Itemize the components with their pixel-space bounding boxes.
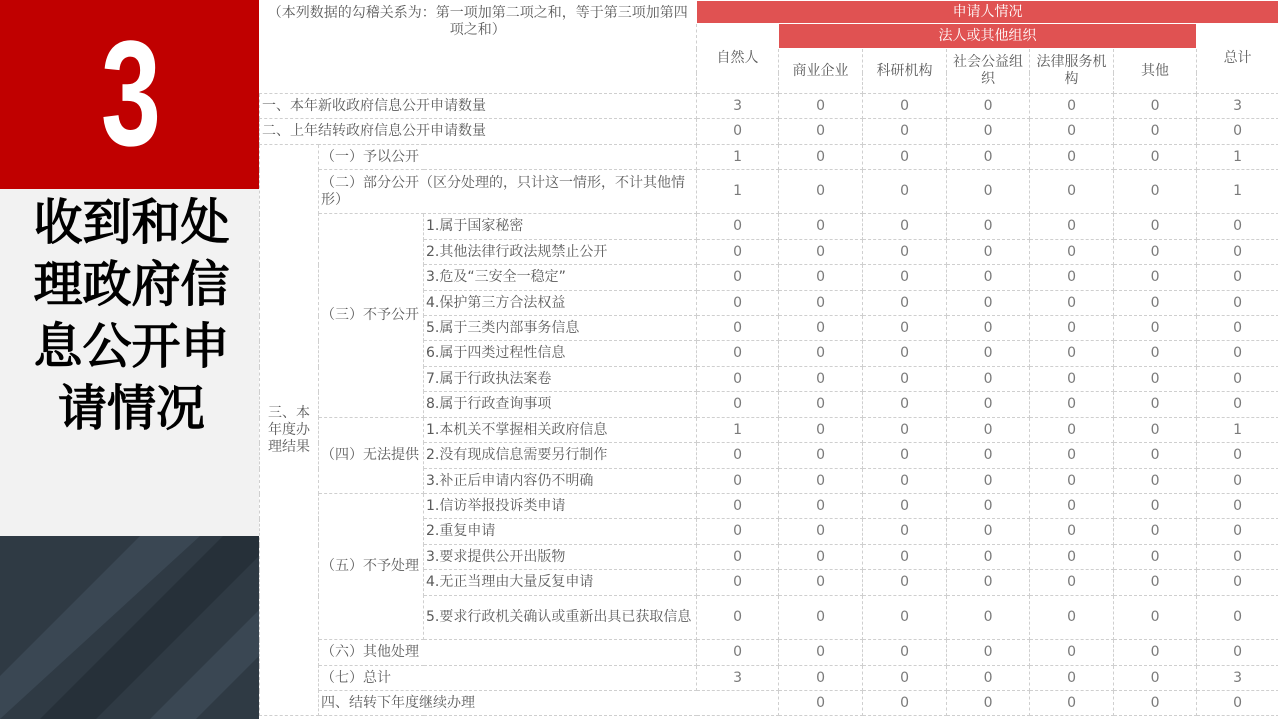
cell-value: 0	[1114, 341, 1197, 367]
cell-value: 0	[1030, 443, 1114, 469]
cell-value: 0	[1114, 392, 1197, 418]
table-row	[260, 418, 1278, 443]
cell-value: 0	[863, 265, 947, 291]
row-label: 1.属于国家秘密	[424, 214, 697, 240]
cell-value: 0	[1030, 341, 1114, 367]
cell-value: 0	[1030, 640, 1114, 666]
cell-value: 0	[779, 545, 863, 570]
cell-value: 0	[947, 691, 1030, 716]
cell-value: 0	[947, 119, 1030, 145]
cell-value: 0	[863, 214, 947, 240]
cell-value: 0	[1114, 469, 1197, 494]
cell-value: 0	[1114, 265, 1197, 291]
cell-value: 0	[947, 570, 1030, 596]
section-title: 收到和处理政府信息公开申请情况	[33, 194, 230, 437]
row-label: 3.补正后申请内容仍不明确	[424, 469, 697, 494]
cell-value: 0	[1030, 119, 1114, 145]
cell-value: 1	[697, 418, 779, 443]
group-label-not-processed: （五）不予处理	[319, 494, 424, 640]
cell-value: 0	[1197, 367, 1278, 392]
cell-value: 0	[1197, 545, 1278, 570]
cell-value: 0	[779, 392, 863, 418]
cell-value: 0	[779, 341, 863, 367]
cell-value: 0	[863, 494, 947, 519]
cell-value: 0	[1030, 367, 1114, 392]
cell-value: 0	[779, 94, 863, 119]
cell-value: 0	[1197, 341, 1278, 367]
table-row	[260, 666, 1278, 691]
cell-value: 0	[1114, 570, 1197, 596]
cell-value: 0	[947, 316, 1030, 341]
cell-value: 0	[779, 570, 863, 596]
cell-value: 0	[1114, 119, 1197, 145]
cell-value: 0	[697, 545, 779, 570]
row-label: 5.要求行政机关确认或重新出具已获取信息	[424, 596, 697, 640]
section-number-block	[0, 0, 259, 189]
cell-value: 0	[1197, 469, 1278, 494]
cell-value: 0	[1197, 494, 1278, 519]
cell-value: 0	[1114, 214, 1197, 240]
cell-value: 0	[1030, 666, 1114, 691]
cell-value: 0	[697, 443, 779, 469]
cell-value: 0	[863, 119, 947, 145]
header-business: 商业企业	[779, 49, 863, 94]
header-public-welfare: 社会公益组织	[947, 49, 1030, 94]
row-label: 7.属于行政执法案卷	[424, 367, 697, 392]
diagonal-stripes-graphic	[0, 536, 259, 719]
cell-value: 0	[1030, 519, 1114, 545]
cell-value: 0	[779, 145, 863, 170]
cell-value: 0	[863, 443, 947, 469]
header-applicant: 申请人情况	[697, 1, 1278, 24]
cell-value: 0	[1197, 240, 1278, 265]
cell-value: 0	[947, 367, 1030, 392]
cell-value: 0	[947, 214, 1030, 240]
cell-value: 0	[779, 367, 863, 392]
cell-value: 0	[1030, 214, 1114, 240]
cell-value: 0	[697, 519, 779, 545]
cell-value: 1	[697, 145, 779, 170]
cell-value: 0	[1114, 291, 1197, 316]
cell-value: 0	[697, 119, 779, 145]
group-label-results: 三、本年度办理结果	[260, 145, 319, 716]
cell-value: 0	[779, 291, 863, 316]
row-label: 4.无正当理由大量反复申请	[424, 570, 697, 596]
cell-value: 0	[1197, 570, 1278, 596]
row-label: 3.要求提供公开出版物	[424, 545, 697, 570]
row-label: （一）予以公开	[319, 145, 697, 170]
table-row	[260, 494, 1278, 519]
row-label: 2.没有现成信息需要另行制作	[424, 443, 697, 469]
group-label-not-disclosed: （三）不予公开	[319, 214, 424, 418]
cell-value: 0	[1030, 94, 1114, 119]
cell-value: 3	[1197, 666, 1278, 691]
application-stats-table	[259, 0, 1278, 716]
cell-value: 0	[1114, 494, 1197, 519]
table-row	[260, 691, 1278, 716]
cell-value: 0	[863, 367, 947, 392]
row-label: （七）总计	[319, 666, 697, 691]
cell-value: 0	[697, 640, 779, 666]
table-row	[260, 94, 1278, 119]
cell-value: 1	[1197, 170, 1278, 214]
cell-value: 0	[779, 170, 863, 214]
cell-value: 0	[779, 519, 863, 545]
table-row	[260, 640, 1278, 666]
cell-value: 0	[863, 392, 947, 418]
cell-value: 0	[947, 265, 1030, 291]
cell-value: 3	[697, 94, 779, 119]
cell-value: 0	[697, 291, 779, 316]
cell-value: 0	[1197, 214, 1278, 240]
cell-value: 0	[779, 691, 863, 716]
cell-value: 1	[697, 170, 779, 214]
cell-value: 0	[863, 570, 947, 596]
cell-value: 0	[863, 170, 947, 214]
cell-value: 0	[1197, 265, 1278, 291]
header-other: 其他	[1114, 49, 1197, 94]
cell-value: 0	[779, 240, 863, 265]
cell-value: 0	[1114, 94, 1197, 119]
cell-value: 0	[863, 94, 947, 119]
header-note: （本列数据的勾稽关系为：第一项加第二项之和，等于第三项加第四项之和）	[260, 1, 697, 94]
cell-value: 0	[697, 265, 779, 291]
header-research: 科研机构	[863, 49, 947, 94]
cell-value: 1	[1197, 145, 1278, 170]
cell-value: 0	[947, 341, 1030, 367]
cell-value: 0	[1197, 119, 1278, 145]
cell-value: 0	[697, 469, 779, 494]
cell-value: 0	[697, 341, 779, 367]
table-row	[260, 119, 1278, 145]
cell-value: 0	[1030, 265, 1114, 291]
cell-value: 0	[1030, 545, 1114, 570]
application-table-area	[259, 0, 1278, 719]
header-legal-group: 法人或其他组织	[779, 24, 1197, 49]
cell-value: 0	[1114, 443, 1197, 469]
row-label: 5.属于三类内部事务信息	[424, 316, 697, 341]
cell-value: 1	[1197, 418, 1278, 443]
cell-value: 0	[779, 265, 863, 291]
cell-value: 0	[863, 596, 947, 640]
cell-value: 0	[947, 666, 1030, 691]
cell-value: 0	[1114, 640, 1197, 666]
cell-value: 0	[1030, 469, 1114, 494]
cell-value: 0	[1197, 392, 1278, 418]
cell-value: 0	[863, 519, 947, 545]
cell-value: 0	[1114, 170, 1197, 214]
cell-value: 0	[947, 145, 1030, 170]
cell-value: 0	[779, 666, 863, 691]
cell-value: 0	[1114, 596, 1197, 640]
cell-value: 0	[779, 418, 863, 443]
cell-value: 0	[1114, 316, 1197, 341]
cell-value: 0	[1197, 596, 1278, 640]
cell-value: 0	[779, 494, 863, 519]
cell-value: 0	[779, 119, 863, 145]
cell-value: 0	[779, 469, 863, 494]
row-label: 3.危及“三安全一稳定”	[424, 265, 697, 291]
cell-value: 0	[1114, 519, 1197, 545]
cell-value: 0	[1197, 691, 1278, 716]
cell-value: 0	[863, 666, 947, 691]
cell-value: 0	[1114, 691, 1197, 716]
cell-value: 0	[1197, 291, 1278, 316]
cell-value: 0	[1197, 316, 1278, 341]
cell-value: 0	[947, 240, 1030, 265]
cell-value: 0	[779, 214, 863, 240]
cell-value: 0	[863, 545, 947, 570]
cell-value: 0	[1030, 240, 1114, 265]
row-label: 6.属于四类过程性信息	[424, 341, 697, 367]
row-label: （六）其他处理	[319, 640, 697, 666]
cell-value: 0	[779, 443, 863, 469]
row-label: 1.信访举报投诉类申请	[424, 494, 697, 519]
cell-value: 0	[697, 316, 779, 341]
cell-value: 0	[947, 443, 1030, 469]
cell-value: 0	[1030, 170, 1114, 214]
cell-value: 0	[697, 214, 779, 240]
cell-value: 0	[1114, 145, 1197, 170]
cell-value: 0	[697, 596, 779, 640]
row-label: 2.其他法律行政法规禁止公开	[424, 240, 697, 265]
cell-value: 0	[1197, 443, 1278, 469]
left-panel	[0, 0, 259, 719]
row-label: （二）部分公开（区分处理的，只计这一情形，不计其他情形）	[319, 170, 697, 214]
decorative-stripes	[0, 536, 259, 719]
cell-value: 0	[863, 640, 947, 666]
cell-value: 0	[947, 392, 1030, 418]
row-label: 四、结转下年度继续办理	[319, 691, 779, 716]
cell-value: 0	[697, 570, 779, 596]
cell-value: 3	[1197, 94, 1278, 119]
row-label: 2.重复申请	[424, 519, 697, 545]
header-legal-service: 法律服务机构	[1030, 49, 1114, 94]
cell-value: 0	[1030, 596, 1114, 640]
cell-value: 0	[947, 519, 1030, 545]
cell-value: 0	[697, 240, 779, 265]
cell-value: 0	[947, 170, 1030, 214]
cell-value: 0	[1114, 666, 1197, 691]
cell-value: 0	[947, 418, 1030, 443]
row-label: 4.保护第三方合法权益	[424, 291, 697, 316]
cell-value: 0	[1114, 418, 1197, 443]
cell-value: 0	[1030, 392, 1114, 418]
cell-value: 0	[697, 392, 779, 418]
cell-value: 0	[1030, 570, 1114, 596]
row-label: 1.本机关不掌握相关政府信息	[424, 418, 697, 443]
cell-value: 0	[1114, 240, 1197, 265]
cell-value: 0	[1030, 145, 1114, 170]
group-label-unable-to-provide: （四）无法提供	[319, 418, 424, 494]
cell-value: 0	[779, 596, 863, 640]
cell-value: 0	[947, 291, 1030, 316]
cell-value: 0	[1030, 418, 1114, 443]
cell-value: 0	[697, 494, 779, 519]
cell-value: 0	[1030, 691, 1114, 716]
row-label: 8.属于行政查询事项	[424, 392, 697, 418]
header-natural-person: 自然人	[697, 24, 779, 94]
cell-value: 0	[863, 691, 947, 716]
cell-value: 0	[1030, 494, 1114, 519]
cell-value: 0	[947, 494, 1030, 519]
table-row	[260, 145, 1278, 170]
cell-value: 0	[697, 367, 779, 392]
cell-value: 3	[697, 666, 779, 691]
cell-value: 0	[947, 640, 1030, 666]
cell-value: 0	[1197, 519, 1278, 545]
table-row	[260, 170, 1278, 214]
table-row	[260, 214, 1278, 240]
row-label: 二、上年结转政府信息公开申请数量	[260, 119, 697, 145]
cell-value: 0	[863, 145, 947, 170]
cell-value: 0	[779, 316, 863, 341]
row-label: 一、本年新收政府信息公开申请数量	[260, 94, 697, 119]
cell-value: 0	[1030, 316, 1114, 341]
cell-value: 0	[1197, 640, 1278, 666]
cell-value: 0	[1030, 291, 1114, 316]
cell-value: 0	[863, 469, 947, 494]
section-number: 3	[100, 9, 159, 177]
cell-value: 0	[863, 316, 947, 341]
cell-value: 0	[863, 418, 947, 443]
cell-value: 0	[863, 240, 947, 265]
cell-value: 0	[947, 94, 1030, 119]
cell-value: 0	[947, 469, 1030, 494]
header-total: 总计	[1197, 24, 1278, 94]
cell-value: 0	[1114, 367, 1197, 392]
cell-value: 0	[863, 291, 947, 316]
cell-value: 0	[779, 640, 863, 666]
cell-value: 0	[947, 596, 1030, 640]
cell-value: 0	[1114, 545, 1197, 570]
cell-value: 0	[863, 341, 947, 367]
cell-value: 0	[947, 545, 1030, 570]
